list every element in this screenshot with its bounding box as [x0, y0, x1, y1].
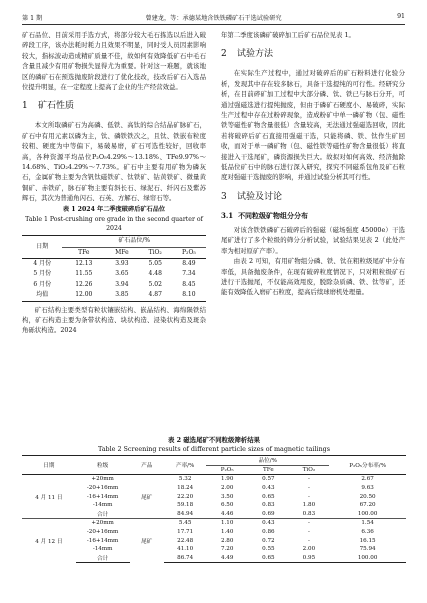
table2-dist-cell: 2.67	[361, 476, 374, 483]
table2-yield-cell: 84.94	[177, 510, 194, 517]
left-column	[22, 30, 206, 336]
table2-p2o5-cell: 1.90	[220, 476, 234, 483]
table2-tio2-cell: 1.80	[302, 502, 316, 509]
right-column	[221, 30, 405, 298]
table1-cell: 12.26	[75, 280, 93, 288]
table2-size-cell: -16+14mm	[86, 493, 119, 500]
table1-header-col: TFe	[62, 247, 105, 258]
table2-dist-cell: 16.15	[359, 537, 376, 544]
table-row	[22, 545, 406, 554]
table1-cell: 8.10	[182, 291, 196, 299]
running-header	[22, 10, 405, 25]
subsection-number: 3.1	[221, 210, 234, 220]
table2-dist-cell: 20.50	[359, 493, 376, 500]
table2-header-date: 日期	[22, 456, 76, 475]
table1-cell: 均值	[36, 291, 49, 299]
table2-p2o5-cell: 2.00	[220, 485, 234, 492]
subsection-3-1-heading	[221, 211, 405, 221]
table1-header-date: 日期	[22, 236, 62, 259]
table-row	[22, 492, 406, 501]
table-row	[22, 510, 406, 519]
table2-size-cell: -20+16mm	[86, 485, 119, 492]
table2-size-cell: -14mm	[92, 546, 113, 553]
table2-p2o5-cell: 4.49	[206, 554, 248, 563]
table2-dist-cell: 9.63	[361, 485, 374, 492]
table2-header-yield: 产率/%	[164, 456, 206, 475]
table1-cell: 3.94	[115, 280, 129, 288]
ore-structure-paragraph: 矿石结构主要类型有粒状镶嵌结构、嵌晶结构、海绵陨铁结构，矿石构造主要为条带状构造、块状构造、浸染状构造及斑杂角砾状构造。2024	[22, 305, 206, 335]
table1-cell: 11.55	[75, 270, 93, 278]
table2-header-distribution: P₂O₅分布率/%	[329, 456, 406, 475]
table2-p2o5-cell: 6.50	[220, 502, 234, 509]
table1-caption-en: Table 1 Post-crushing ore grade in the second quarter of 2024	[25, 216, 203, 232]
table2-yield-cell: 5.45	[164, 519, 206, 528]
table2-date-cell: 4 月 11 日	[35, 494, 63, 501]
table1-cell: 4.48	[148, 270, 162, 278]
table2-date-cell: 4 月 12 日	[22, 519, 76, 563]
table-row	[22, 475, 406, 484]
table1-cell: 8.45	[182, 280, 196, 288]
table1-cell: 7.34	[182, 270, 196, 278]
table-row	[22, 554, 406, 563]
issue-label: 第 1 期	[22, 15, 43, 22]
table-row	[22, 269, 206, 279]
table1-cell: 3.65	[115, 270, 129, 278]
subsection-title: 不同粒级矿物组分分布	[238, 210, 309, 220]
table2-p2o5-cell: 4.46	[220, 510, 234, 517]
table2-tio2-cell: -	[289, 519, 330, 528]
table2-product-cell: 尾矿	[141, 494, 153, 501]
table2-caption-en: Table 2 Screening results of different particle sizes of magnetic tailings	[97, 444, 331, 453]
table2-tio2-cell: -	[307, 485, 310, 492]
table2-dist-cell: 100.00	[329, 554, 406, 563]
section-number: 3	[221, 191, 227, 202]
table-1	[22, 235, 206, 301]
screening-paragraph: 对该含铁铁磷矿石破碎后的强磁（磁场强度 45000e）干选尾矿进行了多个粒级的筛分分析试验，试验结果见表 2（此处产率为相对原矿产率）。	[221, 225, 405, 255]
table2-yield-cell: 18.24	[177, 485, 194, 492]
table2-dist-cell: 67.20	[359, 502, 376, 509]
table1-cell: 4.87	[148, 291, 162, 299]
table1-cell: 5.05	[148, 260, 162, 267]
table2-p2o5-cell: 3.50	[220, 493, 234, 500]
table2-tfe-cell: 0.43	[248, 519, 289, 528]
table1-cell: 3.85	[115, 291, 129, 299]
table2-tfe-cell: 0.55	[262, 546, 275, 553]
table2-body	[22, 475, 406, 563]
table2-dist-cell: 6.36	[361, 529, 374, 536]
table2-header-product: 产品	[130, 456, 165, 475]
table1-header-col: MFe	[105, 247, 139, 258]
continued-paragraph: 年第二季度该磷矿破碎加工后矿石品位见表 1。	[221, 31, 355, 39]
table2-tio2-cell: 0.83	[302, 510, 316, 517]
table2-caption-zh: 表 2 磁选尾矿不同粒级筛析结果	[168, 436, 260, 444]
table1-caption-zh: 表 1 2024 年二季度破碎后矿石品位	[62, 205, 166, 213]
ore-properties-paragraph: 本文所取磷矿石为高磷、低铁、高钛的综合结晶矿脉矿石，矿石中有用元素以磷为主，钛、磷铁铁次之，且钛、铁嵌布粒度较粗、硬度为中等偏下，易破易磨，矿石可选性较好，回收率高，各种资源平均品位P₂O₅4.29%～13.18%、TFe9.97%～14.68%、TiO₂4.29%～7.73%。矿石中主要有用矿物为磷灰石，金属矿物主要为含钒钛磁铁矿、钛铁矿、钴黄铁矿、微量黄铜矿、赤铁矿，脉石矿物主要有斜长石、绿泥石、纤闪石及紫苏辉石，其次为普通角闪石、石英、方解石、绿帘石等。	[22, 121, 206, 203]
table2-yield-cell: 5.32	[178, 476, 192, 483]
table2-yield-cell: 22.20	[177, 493, 194, 500]
section-title: 试验方法	[237, 49, 274, 60]
table2-dist-cell: 100.00	[357, 510, 378, 517]
table2-p2o5-cell: 2.80	[220, 537, 234, 544]
section-title: 试验及讨论	[237, 191, 283, 202]
table2-product-cell: 尾矿	[130, 519, 165, 563]
table1-cell: 5 月份	[33, 270, 52, 278]
table-row	[22, 519, 406, 528]
table2-size-cell: -20+16mm	[86, 529, 119, 536]
table2-tfe-cell: 0.57	[262, 476, 275, 483]
table-2-block	[22, 436, 406, 563]
table2-yield-cell: 17.71	[177, 529, 194, 536]
analysis-paragraph: 由表 2 可知，有用矿物组分磷、铁、钛在粗粒级尾矿中分布率低，具备抛废条件，在现有破碎粒度情况下，只对粗粒级矿石进行干选抛尾，不仅能高效甩废，脱除杂质磷、铁、钛等矿，还能有效降低入磨矿石粒度，提高后续球磨机处理量。	[221, 257, 405, 297]
table2-header-grade-col: TFe	[248, 465, 289, 475]
table2-size-cell: 合计	[97, 511, 109, 518]
table-row	[22, 290, 206, 301]
table2-size-cell: -16+14mm	[86, 537, 119, 544]
table2-tfe-cell: 0.65	[248, 554, 289, 563]
page-number: 91	[397, 13, 405, 20]
table1-cell: 5.02	[148, 280, 162, 288]
table-row	[22, 280, 206, 290]
table1-cell: 4 月份	[33, 260, 52, 267]
table-row	[22, 528, 406, 537]
table2-tfe-cell: 0.65	[262, 493, 275, 500]
table2-yield-cell: 59.18	[177, 502, 194, 509]
section-title: 矿石性质	[38, 101, 75, 112]
table2-dist-cell: 1.54	[329, 519, 406, 528]
table-row	[22, 484, 406, 493]
table2-tfe-cell: 0.43	[262, 485, 275, 492]
table2-tio2-cell: 0.95	[289, 554, 330, 563]
table2-size-cell: +20mm	[76, 519, 130, 528]
table2-tio2-cell: -	[307, 537, 310, 544]
table2-header-grade-col: TiO₂	[289, 465, 330, 475]
table-2	[22, 455, 406, 563]
table2-yield-cell: 86.74	[164, 554, 206, 563]
table2-size-cell: 合计	[76, 554, 130, 563]
section-number: 1	[22, 101, 28, 112]
table1-cell: 12.00	[75, 291, 93, 299]
section-2-heading	[221, 48, 405, 60]
section-1-heading	[22, 100, 206, 112]
table2-tio2-cell: 2.00	[302, 546, 316, 553]
table2-header-grade-col: P₂O₅	[206, 465, 248, 475]
section-number: 2	[221, 49, 227, 60]
table-row	[22, 501, 406, 510]
table2-p2o5-cell: 7.20	[220, 546, 234, 553]
running-title: 曾建龙，等：承德某地含铁铁磷矿石干选试验研究	[145, 15, 282, 22]
table1-cell: 3.93	[115, 260, 129, 267]
table2-dist-cell: 75.94	[359, 546, 376, 553]
intro-paragraph: 矿石品位、目前采用手选方式，将部分较大毛石拣选以后进入破碎段工序，该办法耗时耗力且效果不明显，同时受人员因素影响较大，指标波动造成精矿质量不佳，故如何有效降低矿石中毛石含量且减少有用矿物损失显得尤为重要。针对这一难题，就该地区的磷矿石在预选抛废阶段进行了优化技改，技改后矿石入选品位提升明显，在一定程度上提高了企业的生产经营效益。	[22, 31, 206, 92]
table2-tfe-cell: 0.72	[262, 537, 275, 544]
table-row	[22, 536, 406, 545]
table1-header-col: TiO₂	[139, 247, 172, 258]
table-row	[22, 259, 206, 270]
method-paragraph: 在实际生产过程中，通过对破碎后的矿石粉料进行化验分析，发现其中存在较多脉石，具备干选提纯的可行性。经研究分析，在目前碎矿加工过程中大部分磷、钛、铁已与脉石分开，可通过强磁选进行提纯抛废，但由于磷矿石硬度小、易破碎，实际生产过程中存在过粉碎现象，造成粉矿中单一磷矿物（包、磁性铁等磁性矿物含量很低）含量较高，无法通过强磁选回收，因此若将破碎后矿石直接用强磁干选，只能将磷、铁、钛作生矿回收，而对于单一磷矿物（包、磁性铁等磁性矿物含量很低）将直接进入干选尾矿，磷资源损失巨大。故拟对如何高效、经济抛除低品位矿石中的脉石进行深入研究，探究不同磁系包角及矿石粒度对强磁干选抛废的影响，并通过试验分析其可行性。	[221, 69, 405, 182]
table2-tfe-cell: 0.86	[262, 529, 275, 536]
table2-p2o5-cell: 1.10	[206, 519, 248, 528]
table2-header-grade: 品位/%	[206, 456, 329, 466]
table1-cell: 8.49	[182, 260, 196, 267]
table2-header-size: 粒级	[76, 456, 130, 475]
table2-yield-cell: 41.10	[177, 546, 194, 553]
table2-size-cell: +20mm	[91, 476, 114, 483]
table2-yield-cell: 22.48	[177, 537, 194, 544]
table1-cell: 12.13	[75, 260, 93, 267]
table2-p2o5-cell: 1.40	[220, 529, 234, 536]
table2-tfe-cell: 0.69	[262, 510, 275, 517]
table2-tio2-cell: -	[307, 529, 310, 536]
table2-tio2-cell: -	[307, 493, 310, 500]
table2-size-cell: -14mm	[92, 502, 113, 509]
table1-header-group: 矿石品位/%	[62, 236, 206, 247]
table2-tfe-cell: 0.83	[262, 502, 275, 509]
table2-tio2-cell: -	[307, 476, 310, 483]
section-3-heading	[221, 191, 405, 203]
table1-cell: 6 月份	[33, 280, 52, 288]
table1-header-col: P₂O₅	[172, 247, 206, 258]
